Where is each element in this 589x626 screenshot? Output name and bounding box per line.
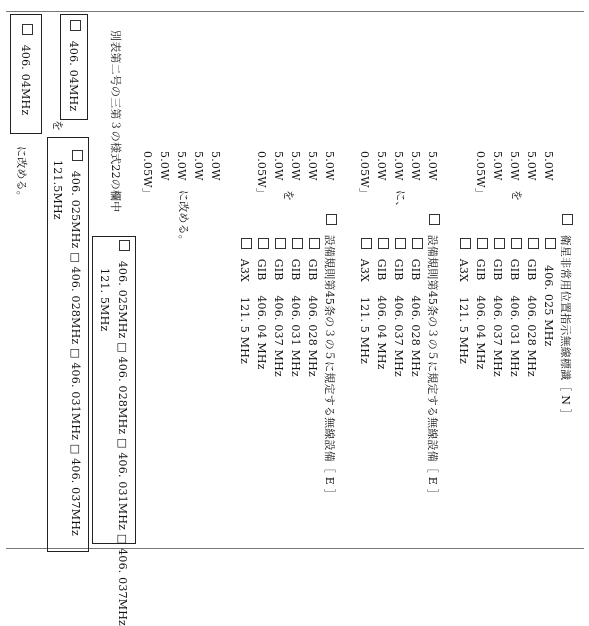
s1-power: 0.05W」 bbox=[474, 151, 487, 199]
s2-power: 5.0W bbox=[375, 151, 388, 181]
section3-title: 設備規則第45条の３の５に規定する無線設備［ E ］ bbox=[322, 214, 337, 500]
box-a-line2: 121. 5MHz bbox=[98, 268, 111, 332]
kaimeru-text-2: に改める。 bbox=[15, 146, 28, 202]
box-d-text: 406. 04MHz bbox=[18, 24, 33, 115]
s1-row: GIB 406. 037 MHz bbox=[490, 238, 505, 377]
checkbox-icon bbox=[275, 238, 286, 249]
box-b-line1: 406. 025MHz □ 406. 028MHz □ 406. 031MHz □ 406. 037MHz bbox=[68, 150, 83, 536]
checkbox-icon bbox=[460, 238, 471, 249]
box-a-line1: 406. 025MHz □ 406. 028MHz □ 406. 031MHz □ 406. 037MHz bbox=[115, 240, 130, 626]
s1-row: 406. 025 MHz bbox=[541, 238, 556, 347]
tail-power: 0.05W」 bbox=[141, 151, 154, 199]
wo-text: を bbox=[51, 120, 64, 132]
s3-row: GIB 406. 028 MHz bbox=[305, 238, 320, 377]
tail-power: 5.0W bbox=[158, 151, 171, 181]
tail-power: 5.0W bbox=[192, 151, 205, 181]
checkbox-icon bbox=[258, 238, 269, 249]
checkbox-icon bbox=[241, 238, 252, 249]
checkbox-icon bbox=[119, 240, 130, 251]
s1-row: A3X 121. 5 MHz bbox=[456, 238, 471, 364]
checkbox-icon bbox=[378, 238, 389, 249]
s3-wo: を bbox=[282, 190, 295, 202]
s3-power: 5.0W bbox=[272, 151, 285, 181]
s3-row: A3X 121. 5 MHz bbox=[237, 238, 252, 364]
s2-power: 5.0W bbox=[392, 151, 405, 181]
s1-row: GIB 406. 031 MHz bbox=[507, 238, 522, 377]
s3-power: 5.0W bbox=[306, 151, 319, 181]
s1-row: GIB 406. 04 MHz bbox=[473, 238, 488, 370]
checkbox-icon bbox=[292, 238, 303, 249]
s3-power: 0.05W」 bbox=[255, 151, 268, 199]
s2-power: 5.0W bbox=[409, 151, 422, 181]
s2-row: GIB 406. 037 MHz bbox=[391, 238, 406, 377]
s1-power: 5.0W bbox=[491, 151, 504, 181]
checkbox-icon bbox=[429, 214, 440, 225]
s3-power: 5.0W bbox=[289, 151, 302, 181]
bottom-rule bbox=[6, 548, 584, 549]
tail-power: 5.0W bbox=[175, 151, 188, 181]
section2-title: 設備規則第45条の３の５に規定する無線設備［ E ］ bbox=[425, 214, 440, 500]
kaimeru-text: に改める。 bbox=[177, 190, 190, 246]
checkbox-icon bbox=[477, 238, 488, 249]
s1-wo: を bbox=[510, 190, 523, 202]
checkbox-icon bbox=[395, 238, 406, 249]
beppyo-heading: 別表第二号の三第３の様式22の欄中 bbox=[109, 30, 122, 213]
section1-title: 衛星非常用位置指示無線標識［ N ］ bbox=[558, 214, 573, 420]
checkbox-icon bbox=[562, 214, 573, 225]
s1-row: GIB 406. 028 MHz bbox=[524, 238, 539, 377]
checkbox-icon bbox=[511, 238, 522, 249]
s2-power: 5.0W bbox=[426, 151, 439, 181]
s1-power: 5.0W bbox=[525, 151, 538, 181]
tail-power: 5.0W bbox=[209, 151, 222, 181]
s3-row: GIB 406. 031 MHz bbox=[288, 238, 303, 377]
box-b-line2: 121.5MHz bbox=[51, 160, 64, 220]
checkbox-icon bbox=[326, 214, 337, 225]
s1-power: 5.0W bbox=[508, 151, 521, 181]
box-c-text: 406. 04MHz bbox=[66, 20, 81, 111]
checkbox-icon bbox=[528, 238, 539, 249]
checkbox-icon bbox=[494, 238, 505, 249]
s2-ni: に、 bbox=[394, 190, 407, 213]
checkbox-icon bbox=[22, 24, 33, 35]
checkbox-icon bbox=[361, 238, 372, 249]
s3-row: GIB 406. 04 MHz bbox=[254, 238, 269, 370]
s2-row: A3X 121. 5 MHz bbox=[357, 238, 372, 364]
s2-row: GIB 406. 04 MHz bbox=[374, 238, 389, 370]
checkbox-icon bbox=[545, 238, 556, 249]
s3-power: 5.0W bbox=[323, 151, 336, 181]
checkbox-icon bbox=[412, 238, 423, 249]
s1-power: 5.0W bbox=[542, 151, 555, 181]
s2-power: 0.05W」 bbox=[358, 151, 371, 199]
s2-row: GIB 406. 028 MHz bbox=[408, 238, 423, 377]
top-rule bbox=[6, 11, 584, 12]
checkbox-icon bbox=[72, 150, 83, 161]
checkbox-icon bbox=[309, 238, 320, 249]
s3-row: GIB 406. 037 MHz bbox=[271, 238, 286, 377]
checkbox-icon bbox=[70, 20, 81, 31]
